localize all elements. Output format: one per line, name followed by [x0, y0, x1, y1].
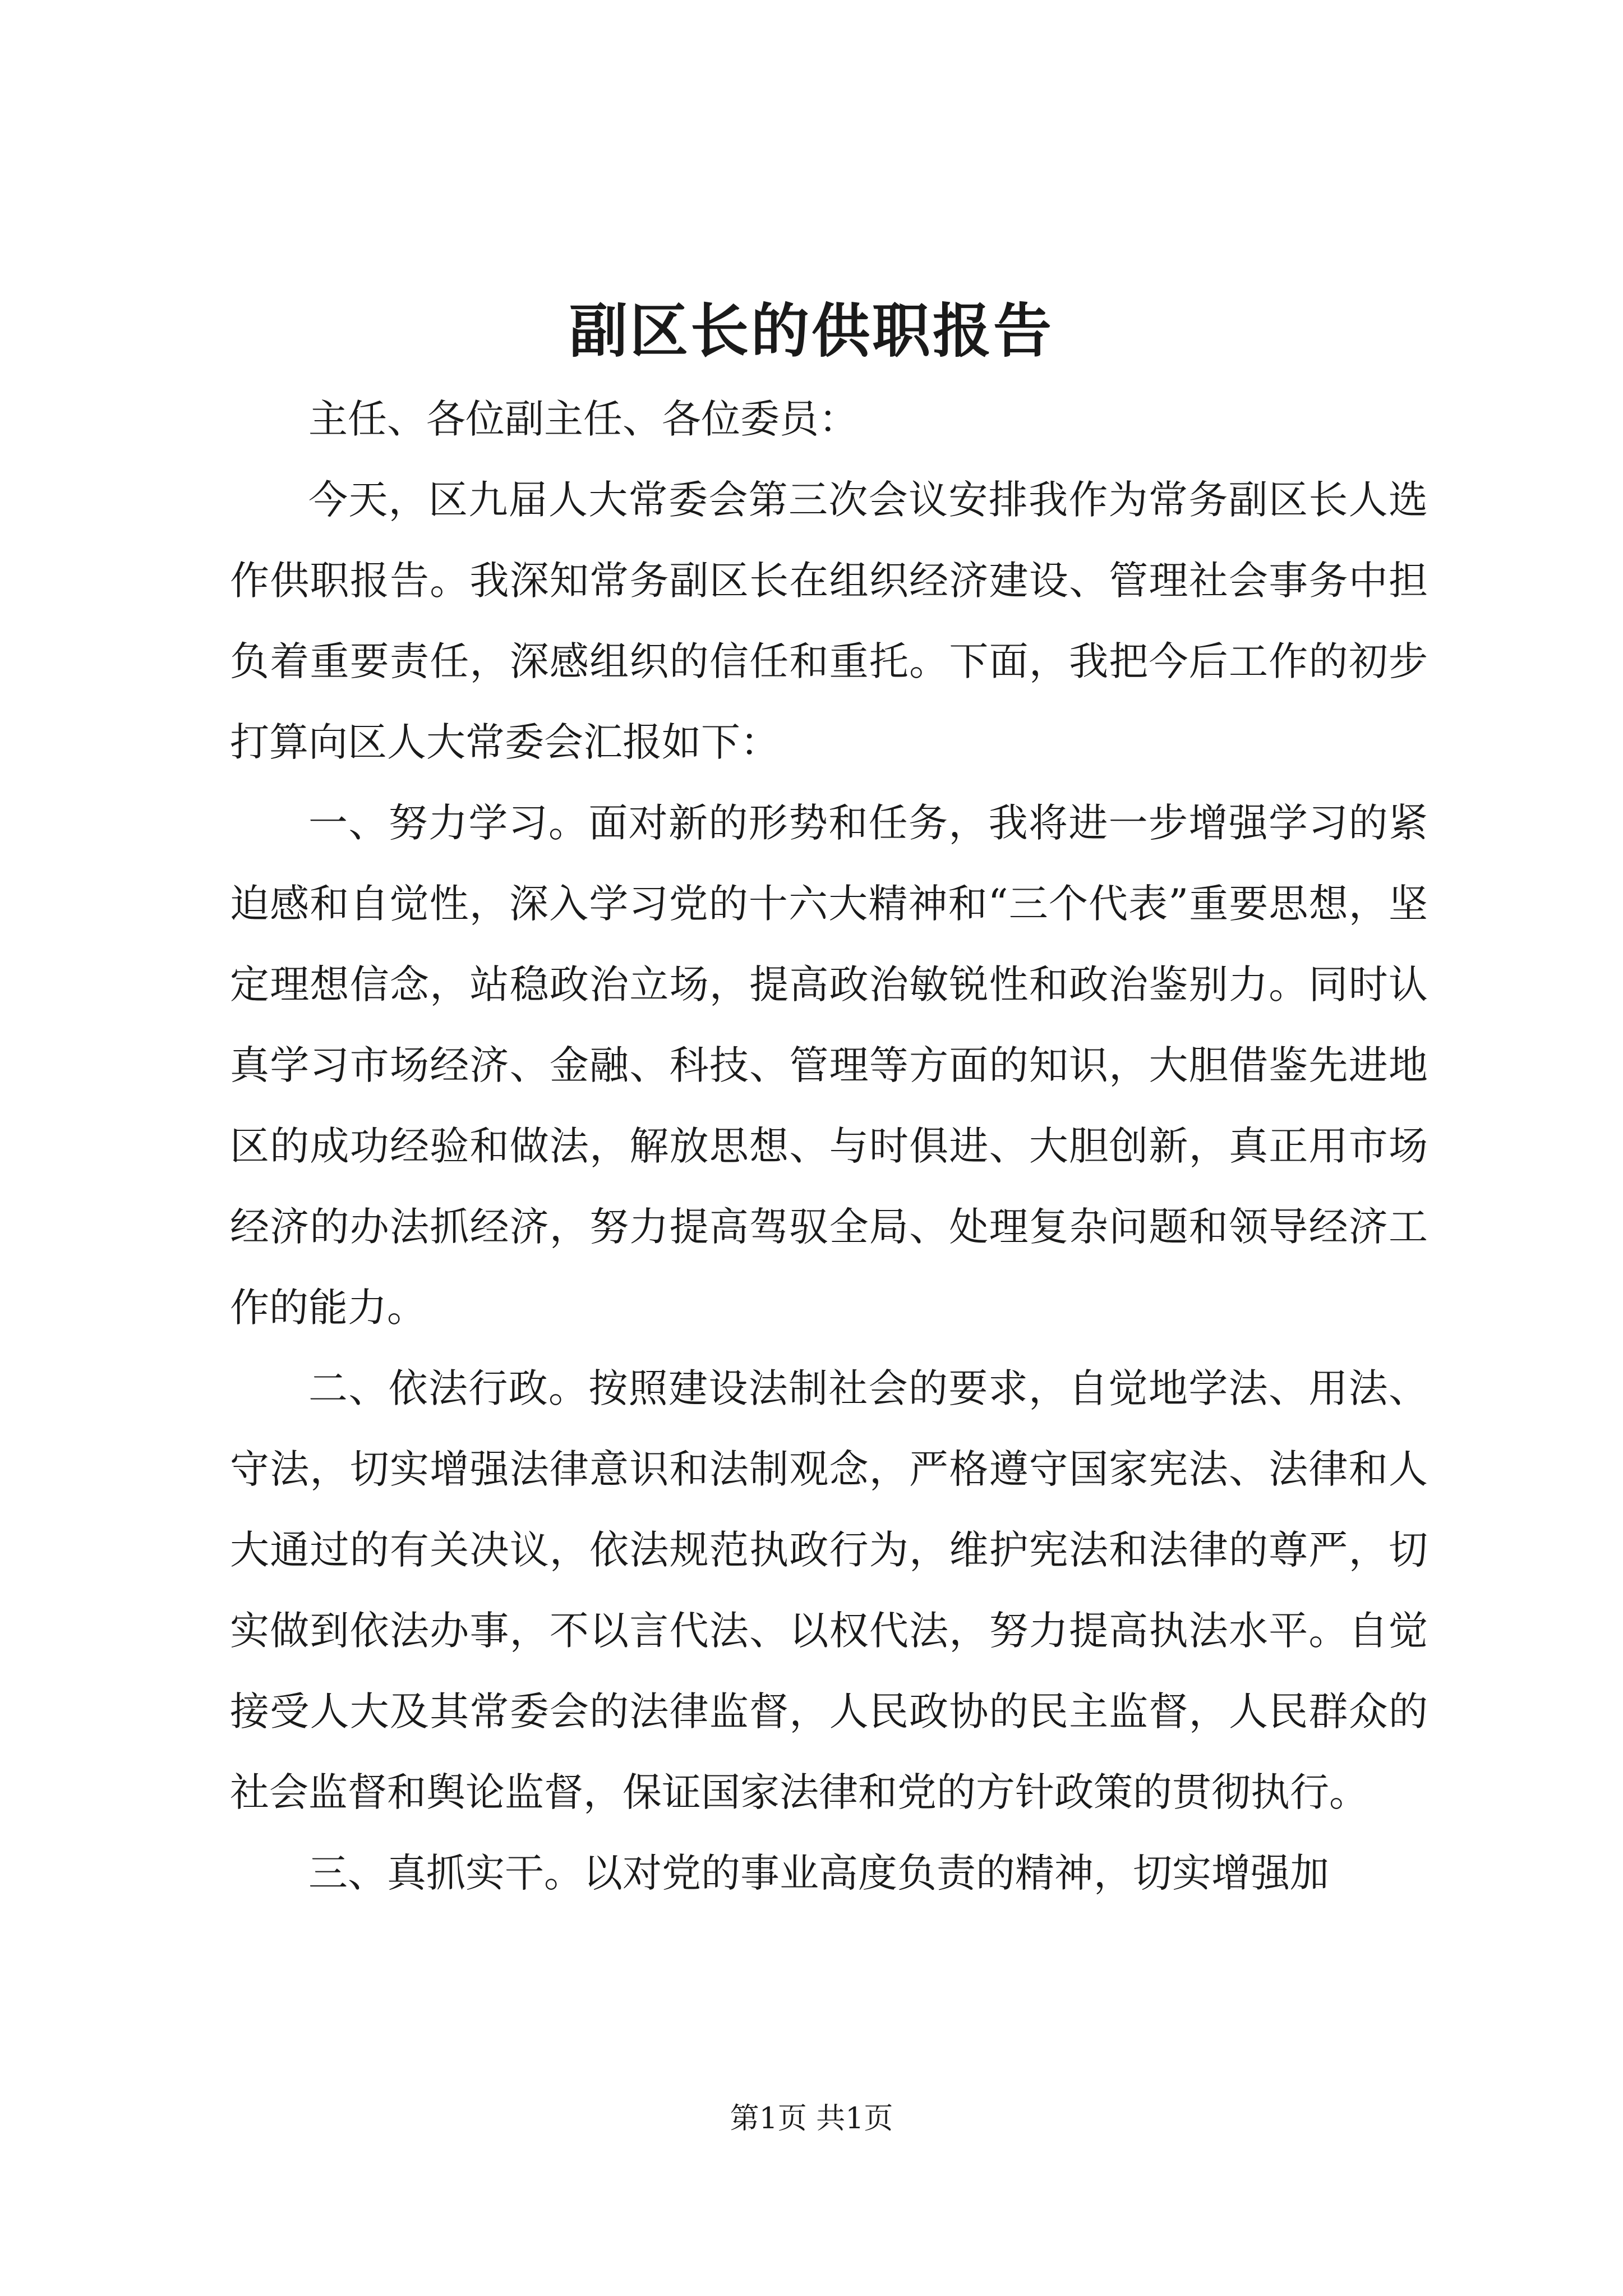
section-study-paragraph: 一、努力学习。面对新的形势和任务，我将进一步增强学习的紧迫感和自觉性，深入学习党的十六大精神和“三个代表”重要思想，坚定理想信念，站稳政治立场，提高政治敏锐性和政治鉴别力。同时认真学习市场经济、金融、科技、管理等方面的知识，大胆借鉴先进地区的成功经验和做法，解放思想、与时俱进、大胆创新，真正用市场经济的办法抓经济，努力提高驾驭全局、处理复杂问题和领导经济工作的能力。 [230, 800, 1428, 1331]
section-law-paragraph: 二、依法行政。按照建设法制社会的要求，自觉地学法、用法、守法，切实增强法律意识和法制观念，严格遵守国家宪法、法律和人大通过的有关决议，依法规范执政行为，维护宪法和法律的尊严，切实做到依法办事，不以言代法、以权代法，努力提高执法水平。自觉接受人大及其常委会的法律监督，人民政协的民主监督，人民群众的社会监督和舆论监督，保证国家法律和党的方针政策的贯彻执行。 [230, 1365, 1428, 1815]
document-body [230, 379, 1428, 1913]
section-work-paragraph: 三、真抓实干。以对党的事业高度负责的精神，切实增强加 [308, 1850, 1329, 1896]
intro-paragraph: 今天，区九届人大常委会第三次会议安排我作为常务副区长人选作供职报告。我深知常务副区长在组织经济建设、管理社会事务中担负着重要责任，深感组织的信任和重托。下面，我把今后工作的初步打算向区人大常委会汇报如下： [230, 477, 1428, 765]
salutation-paragraph: 主任、各位副主任、各位委员： [308, 396, 858, 442]
page-number-footer: 第1页 共1页 [730, 2102, 893, 2136]
document-title: 副区长的供职报告 [569, 296, 1054, 365]
